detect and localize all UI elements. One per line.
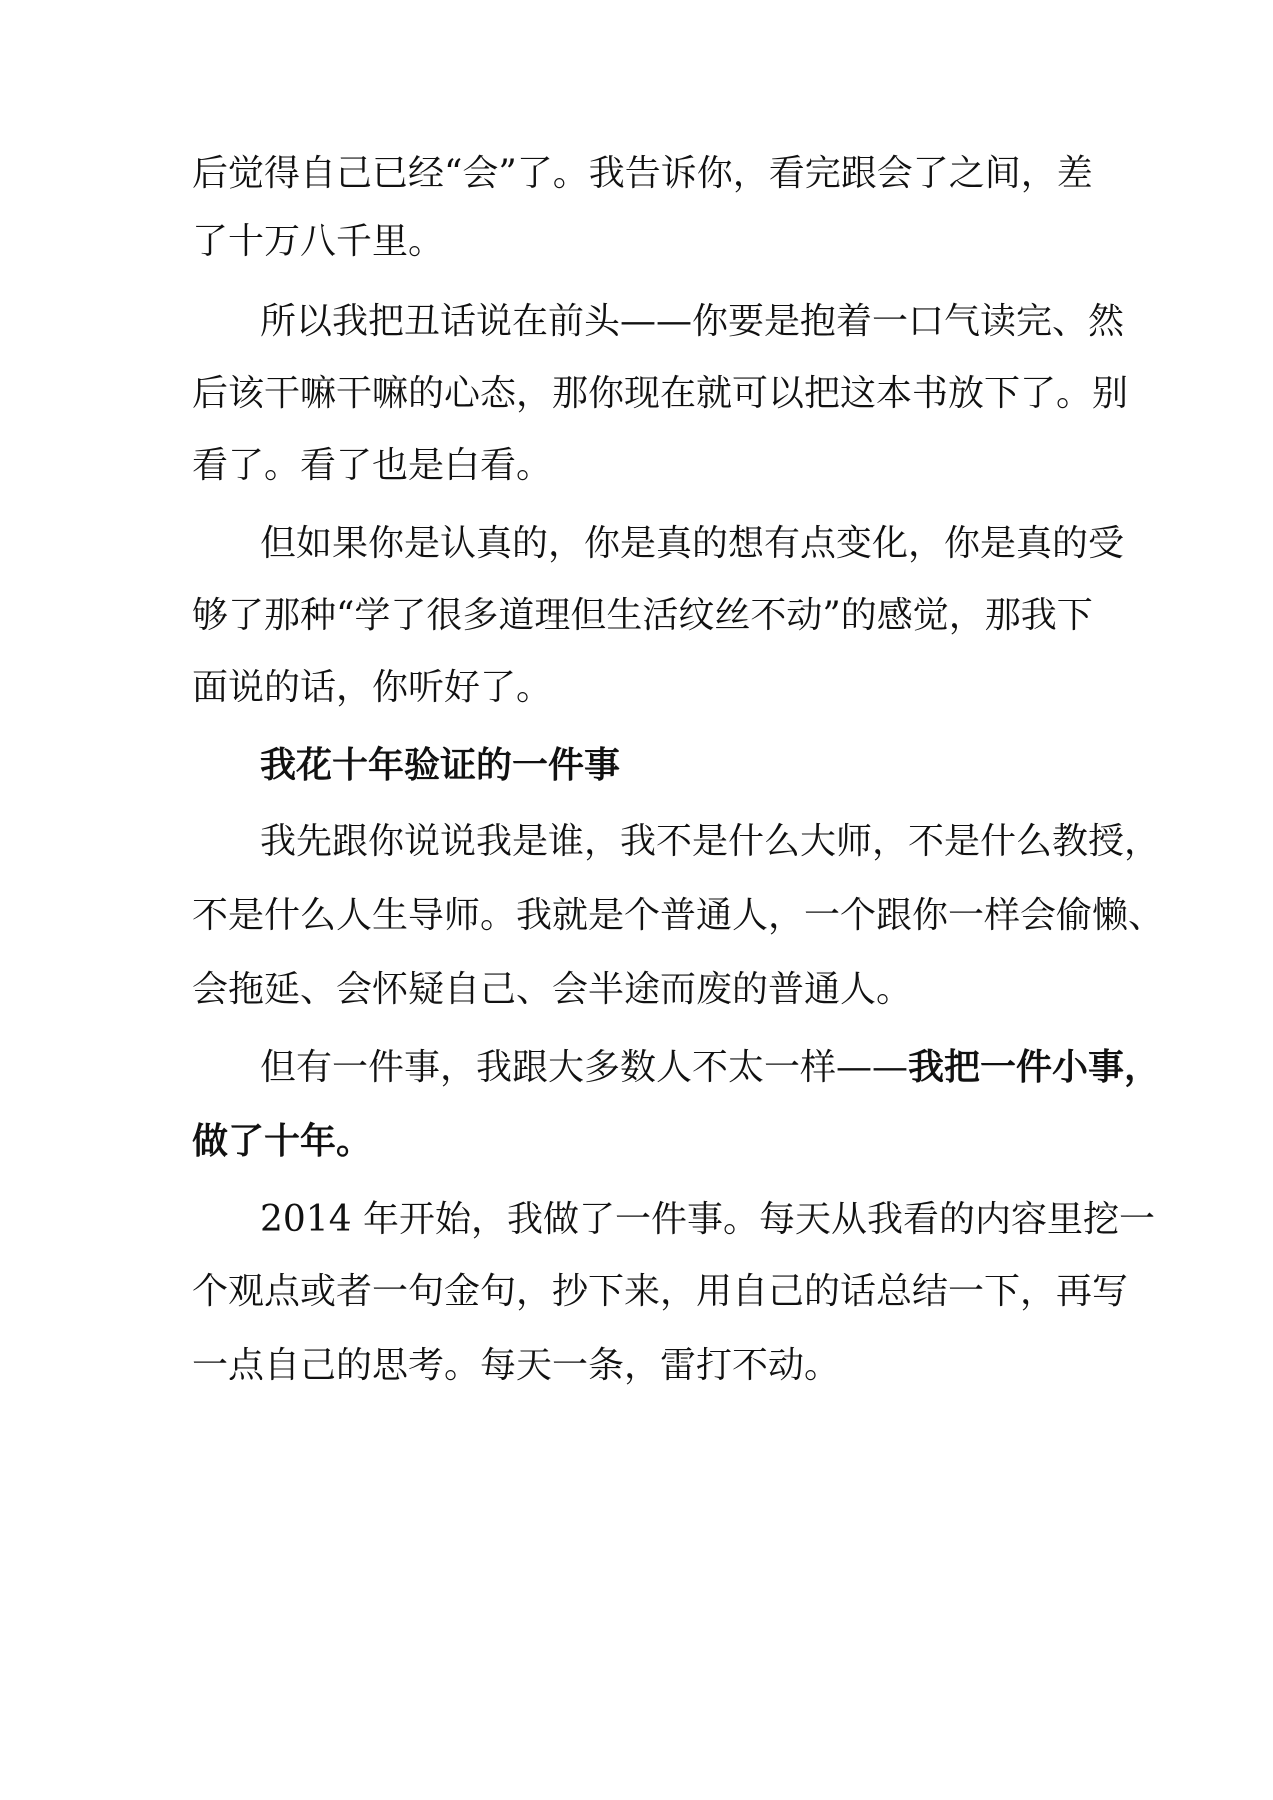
paragraph-6-line-3: 一点自己的思考。每天一条，雷打不动。 bbox=[192, 1345, 841, 1386]
paragraph-1-line-2: 了十万八千里。 bbox=[192, 221, 445, 262]
paragraph-4-line-1: 我先跟你说说我是谁，我不是什么大师，不是什么教授， bbox=[260, 821, 1161, 862]
paragraph-2-line-3: 看了。看了也是白看。 bbox=[192, 445, 553, 486]
paragraph-5-plain-text: 但有一件事，我跟大多数人不太一样—— bbox=[260, 1047, 909, 1088]
paragraph-3-line-1: 但如果你是认真的，你是真的想有点变化，你是真的受 bbox=[260, 523, 1125, 564]
paragraph-5-bold-text: 我把一件小事， bbox=[908, 1047, 1161, 1088]
paragraph-2-line-2: 后该干嘛干嘛的心态，那你现在就可以把这本书放下了。别 bbox=[192, 373, 1129, 414]
paragraph-6-line-2: 个观点或者一句金句，抄下来，用自己的话总结一下，再写 bbox=[192, 1271, 1129, 1312]
paragraph-3-line-2: 够了那种“学了很多道理但生活纹丝不动”的感觉，那我下 bbox=[192, 595, 1093, 636]
paragraph-1-line-1: 后觉得自己已经“会”了。我告诉你，看完跟会了之间，差 bbox=[192, 153, 1093, 194]
paragraph-3-line-3: 面说的话，你听好了。 bbox=[192, 667, 553, 708]
paragraph-2-line-1: 所以我把丑话说在前头——你要是抱着一口气读完、然 bbox=[260, 301, 1125, 342]
paragraph-6-line-1: 2014 年开始，我做了一件事。每天从我看的内容里挖一 bbox=[260, 1199, 1156, 1240]
paragraph-4-line-2: 不是什么人生导师。我就是个普通人，一个跟你一样会偷懒、 bbox=[192, 895, 1165, 936]
paragraph-4-line-3: 会拖延、会怀疑自己、会半途而废的普通人。 bbox=[192, 969, 913, 1010]
section-heading: 我花十年验证的一件事 bbox=[260, 745, 621, 786]
paragraph-5-line-1 bbox=[260, 1044, 1160, 1092]
paragraph-5-line-2: 做了十年。 bbox=[192, 1121, 373, 1162]
